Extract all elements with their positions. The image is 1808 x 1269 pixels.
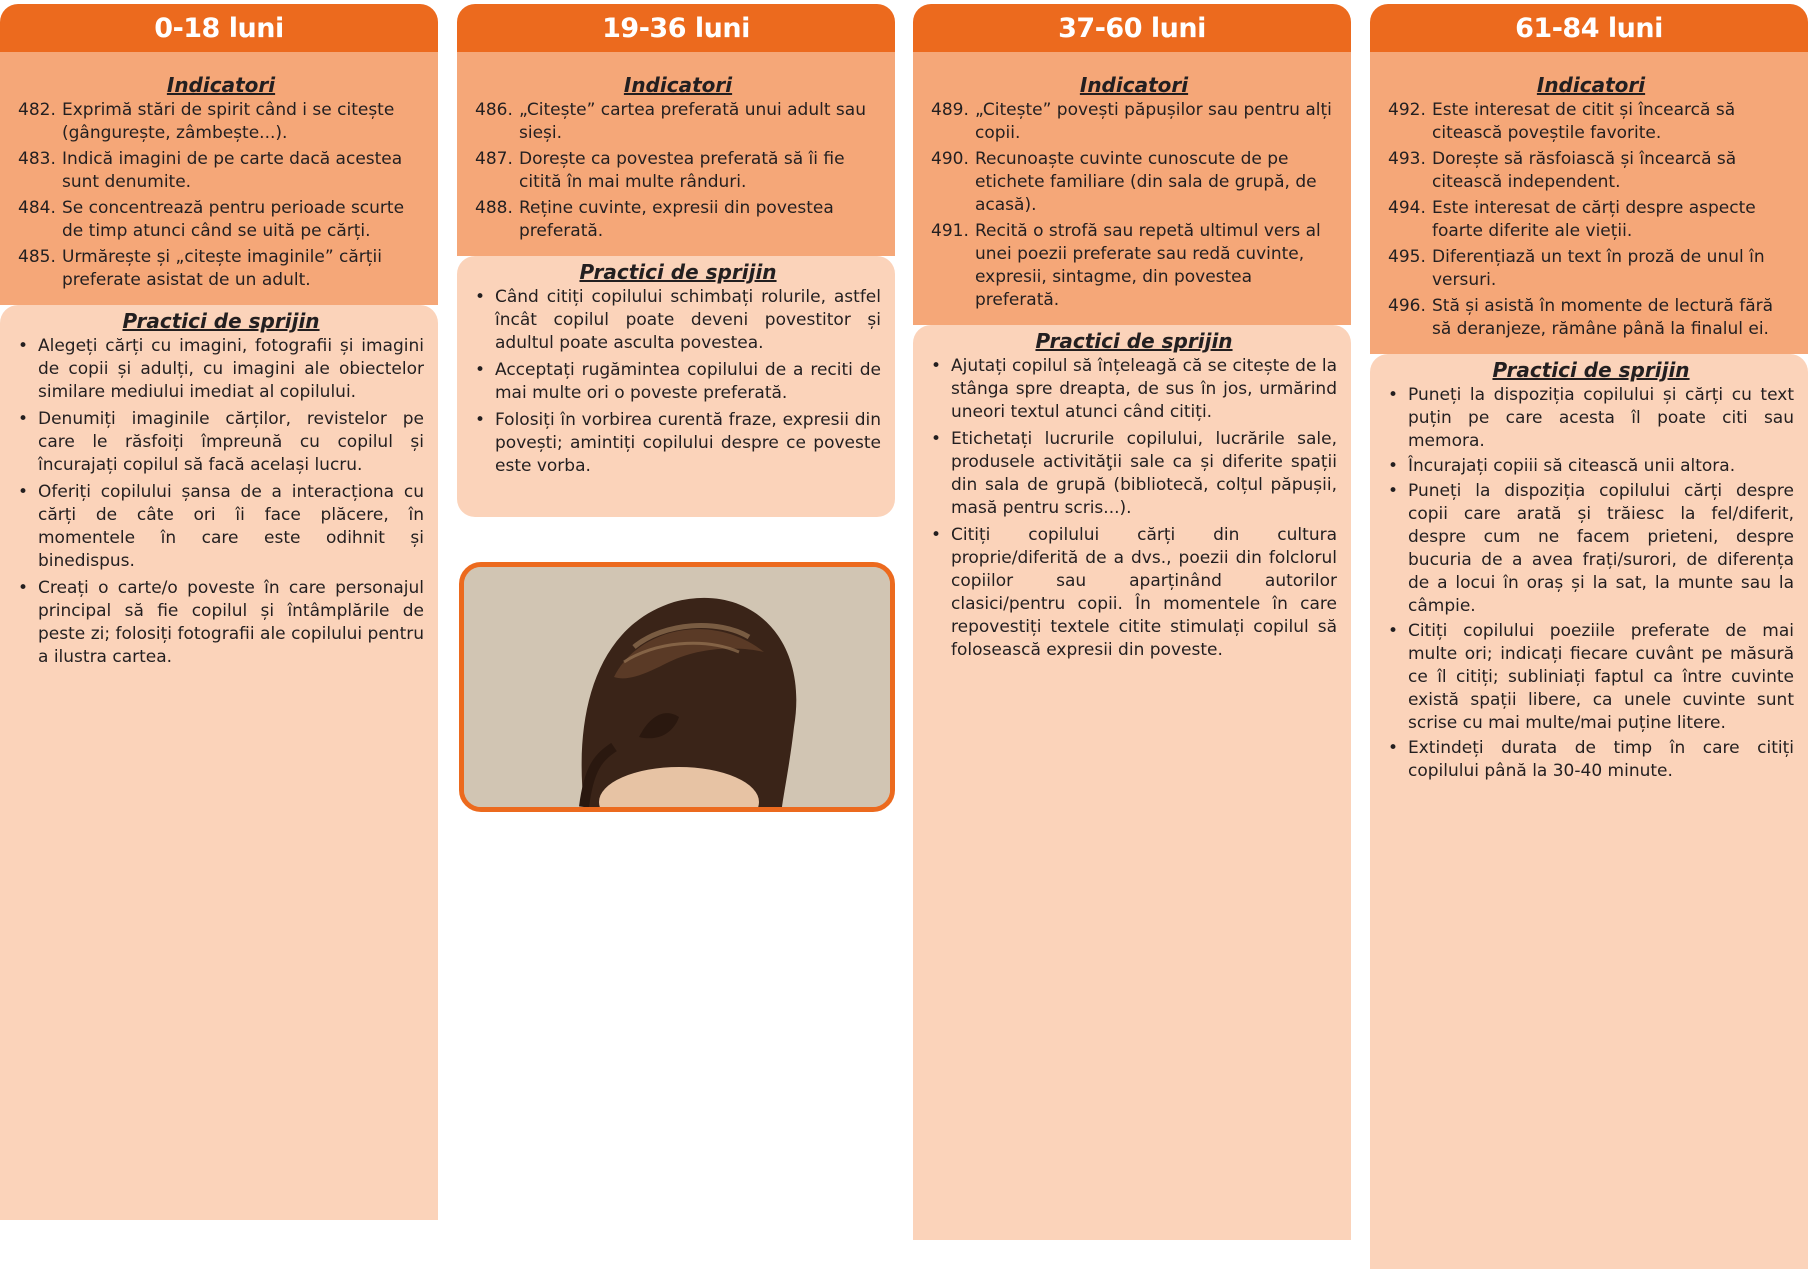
practice-text: Creați o carte/o poveste în care personajul principal să fie copilul și întâmplările de peste zi; folosiți fotografii ale copilului pentru a ilustra cartea. bbox=[38, 578, 424, 667]
indicator-number: 491. bbox=[931, 221, 969, 241]
bullet-icon: • bbox=[18, 336, 29, 356]
practices-list bbox=[18, 335, 424, 669]
column-header: 61-84 luni bbox=[1370, 4, 1808, 52]
child-photo-image bbox=[464, 567, 890, 807]
practice-text: Ajutați copilul să înțeleagă că se citește de la stânga spre dreapta, de sus în jos, urmărind uneori textul atunci când citiți. bbox=[951, 356, 1337, 422]
practice-text: Încurajați copiii să citească unii altora. bbox=[1408, 456, 1736, 476]
indicators-title: Indicatori bbox=[623, 73, 733, 97]
practices-title: Practici de sprijin bbox=[1492, 358, 1690, 382]
practice-item bbox=[931, 524, 1337, 662]
practices-section bbox=[1370, 354, 1808, 1269]
practice-text: Puneți la dispoziția copilului și cărți cu text puțin pe care acesta îl poate citi sau memora. bbox=[1408, 385, 1794, 451]
indicator-number: 489. bbox=[931, 100, 969, 120]
practice-item bbox=[18, 408, 424, 477]
practices-section bbox=[457, 256, 895, 517]
practices-title: Practici de sprijin bbox=[122, 309, 320, 333]
bullet-icon: • bbox=[931, 356, 942, 376]
practice-item bbox=[18, 481, 424, 573]
indicators-section bbox=[457, 52, 895, 256]
practice-text: Puneți la dispoziția copilului cărți despre copii care arată și trăiesc la fel/diferit, despre cum ne facem prieteni, despre bucuria de a avea frați/surori, de diferența de a locui în oraș și la sat, la munte sau la câmpie. bbox=[1408, 481, 1794, 616]
indicator-text: Dorește ca povestea preferată să îi fie citită în mai multe rânduri. bbox=[519, 149, 845, 192]
practice-item bbox=[18, 577, 424, 669]
indicator-text: „Citește” cartea preferată unui adult sau sieși. bbox=[519, 100, 866, 143]
bullet-icon: • bbox=[18, 482, 29, 502]
indicator-item bbox=[931, 99, 1337, 145]
practice-item bbox=[475, 359, 881, 405]
bullet-icon: • bbox=[931, 525, 942, 545]
practice-text: Citiți copilului poeziile preferate de mai multe ori; indicați fiecare cuvânt pe măsură ce îl citiți; subliniați faptul ca între cuvinte există spații libere, ca unele cuvinte sunt scrise cu mai multe/mai puține litere. bbox=[1408, 621, 1794, 733]
practices-title: Practici de sprijin bbox=[1035, 329, 1233, 353]
practice-text: Acceptați rugămintea copilului de a reciti de mai multe ori o poveste preferată. bbox=[495, 360, 881, 403]
practices-section bbox=[913, 325, 1351, 1240]
indicator-text: Indică imagini de pe carte dacă acestea sunt denumite. bbox=[62, 149, 403, 192]
practice-item bbox=[475, 409, 881, 478]
practice-text: Oferiți copilului șansa de a interacționa cu cărți de câte ori îi face plăcere, în momentele în care este odihnit și binedispus. bbox=[38, 482, 424, 571]
indicator-item bbox=[18, 197, 424, 243]
indicator-item bbox=[931, 148, 1337, 217]
column-header: 37-60 luni bbox=[913, 4, 1351, 52]
bullet-icon: • bbox=[18, 409, 29, 429]
bullet-icon: • bbox=[1388, 621, 1399, 641]
bullet-icon: • bbox=[475, 410, 486, 430]
indicator-text: Dorește să răsfoiască și încearcă să citească independent. bbox=[1432, 149, 1737, 192]
practice-item bbox=[1388, 620, 1794, 735]
indicator-number: 487. bbox=[475, 149, 513, 169]
practice-item bbox=[1388, 737, 1794, 783]
practice-text: Extindeți durata de timp în care citiți copilului până la 30-40 minute. bbox=[1408, 738, 1794, 781]
practices-list bbox=[931, 355, 1337, 662]
practice-item bbox=[1388, 384, 1794, 453]
indicator-number: 485. bbox=[18, 247, 56, 267]
indicators-section bbox=[1370, 52, 1808, 354]
indicator-item bbox=[475, 99, 881, 145]
practices-title: Practici de sprijin bbox=[579, 260, 777, 284]
bullet-icon: • bbox=[1388, 385, 1399, 405]
practice-text: Citiți copilului cărți din cultura proprie/diferită de a dvs., poezii din folclorul copiilor sau aparținând autorilor clasici/pentru copii. În momentele în care repovestiți textele citite stimulați copilul să folosească expresii din poveste. bbox=[951, 525, 1337, 660]
indicator-item bbox=[18, 246, 424, 292]
practices-list bbox=[475, 286, 881, 478]
bullet-icon: • bbox=[1388, 481, 1399, 501]
bullet-icon: • bbox=[1388, 456, 1399, 476]
indicator-number: 488. bbox=[475, 198, 513, 218]
indicators-list bbox=[18, 99, 424, 292]
indicator-number: 494. bbox=[1388, 198, 1426, 218]
indicator-text: Recunoaște cuvinte cunoscute de pe etichete familiare (din sala de grupă, de acasă). bbox=[975, 149, 1317, 215]
indicator-item bbox=[475, 197, 881, 243]
bullet-icon: • bbox=[931, 429, 942, 449]
column-0-18 bbox=[0, 4, 438, 800]
practice-text: Când citiți copilului schimbați rolurile, astfel încât copilul poate deveni povestitor și adultul poate asculta povestea. bbox=[495, 287, 881, 353]
indicator-text: Recită o strofă sau repetă ultimul vers al unei poezii preferate sau redă cuvinte, expresii, sintagme, din povestea preferată. bbox=[975, 221, 1321, 310]
bullet-icon: • bbox=[475, 360, 486, 380]
indicator-number: 496. bbox=[1388, 296, 1426, 316]
indicator-text: Este interesat de cărți despre aspecte foarte diferite ale vieții. bbox=[1432, 198, 1756, 241]
column-header: 19-36 luni bbox=[457, 4, 895, 52]
indicator-number: 482. bbox=[18, 100, 56, 120]
indicator-number: 483. bbox=[18, 149, 56, 169]
indicator-item bbox=[18, 99, 424, 145]
indicators-list bbox=[475, 99, 881, 243]
indicators-section bbox=[0, 52, 438, 305]
indicator-number: 492. bbox=[1388, 100, 1426, 120]
bullet-icon: • bbox=[475, 287, 486, 307]
indicator-item bbox=[1388, 99, 1794, 145]
practice-text: Alegeți cărți cu imagini, fotografii și imagini de copii și adulți, cu imagini ale obiectelor similare mediului imediat al copilului. bbox=[38, 336, 424, 402]
practices-section bbox=[0, 305, 438, 1220]
indicator-text: Stă și asistă în momente de lectură fără să deranjeze, rămâne până la finalul ei. bbox=[1432, 296, 1774, 339]
indicator-item bbox=[1388, 246, 1794, 292]
indicator-number: 484. bbox=[18, 198, 56, 218]
bullet-icon: • bbox=[1388, 738, 1399, 758]
indicator-item bbox=[1388, 148, 1794, 194]
practice-item bbox=[1388, 455, 1794, 478]
practice-item bbox=[931, 355, 1337, 424]
indicator-item bbox=[1388, 197, 1794, 243]
indicators-title: Indicatori bbox=[166, 73, 276, 97]
indicator-text: „Citește” povești păpușilor sau pentru alți copii. bbox=[975, 100, 1332, 143]
indicator-item bbox=[475, 148, 881, 194]
indicator-text: Reține cuvinte, expresii din povestea preferată. bbox=[519, 198, 834, 241]
indicators-section bbox=[913, 52, 1351, 325]
practice-item bbox=[1388, 480, 1794, 618]
indicator-number: 493. bbox=[1388, 149, 1426, 169]
indicator-number: 495. bbox=[1388, 247, 1426, 267]
column-37-60 bbox=[913, 4, 1351, 800]
indicator-item bbox=[931, 220, 1337, 312]
indicators-list bbox=[1388, 99, 1794, 341]
indicators-title: Indicatori bbox=[1536, 73, 1646, 97]
column-header: 0-18 luni bbox=[0, 4, 438, 52]
indicator-number: 490. bbox=[931, 149, 969, 169]
practice-text: Denumiți imaginile cărților, revistelor pe care le răsfoiți împreună cu copilul și încurajați copilul să facă același lucru. bbox=[38, 409, 424, 475]
practice-text: Etichetați lucrurile copilului, lucrările sale, produsele activităţii sale ca și diferite spații din sala de grupă (bibliotecă, colțul păpușii, masă pentru scris...). bbox=[951, 429, 1337, 518]
column-61-84 bbox=[1370, 4, 1808, 800]
indicator-item bbox=[18, 148, 424, 194]
indicator-text: Diferențiază un text în proză de unul în versuri. bbox=[1432, 247, 1765, 290]
practice-text: Folosiți în vorbirea curentă fraze, expresii din povești; amintiți copilului despre ce poveste este vorba. bbox=[495, 410, 881, 476]
indicator-item bbox=[1388, 295, 1794, 341]
practice-item bbox=[931, 428, 1337, 520]
bullet-icon: • bbox=[18, 578, 29, 598]
indicator-number: 486. bbox=[475, 100, 513, 120]
indicator-text: Exprimă stări de spirit când i se citește (gângurește, zâmbește...). bbox=[62, 100, 395, 143]
indicator-text: Este interesat de citit și încearcă să citească poveștile favorite. bbox=[1432, 100, 1736, 143]
practices-list bbox=[1388, 384, 1794, 783]
practice-item bbox=[18, 335, 424, 404]
indicators-list bbox=[931, 99, 1337, 312]
indicators-title: Indicatori bbox=[1079, 73, 1189, 97]
child-photo bbox=[459, 562, 895, 812]
practice-item bbox=[475, 286, 881, 355]
indicator-text: Se concentrează pentru perioade scurte de timp atunci când se uită pe cărți. bbox=[62, 198, 405, 241]
indicator-text: Urmărește și „citește imaginile” cărții preferate asistat de un adult. bbox=[62, 247, 382, 290]
